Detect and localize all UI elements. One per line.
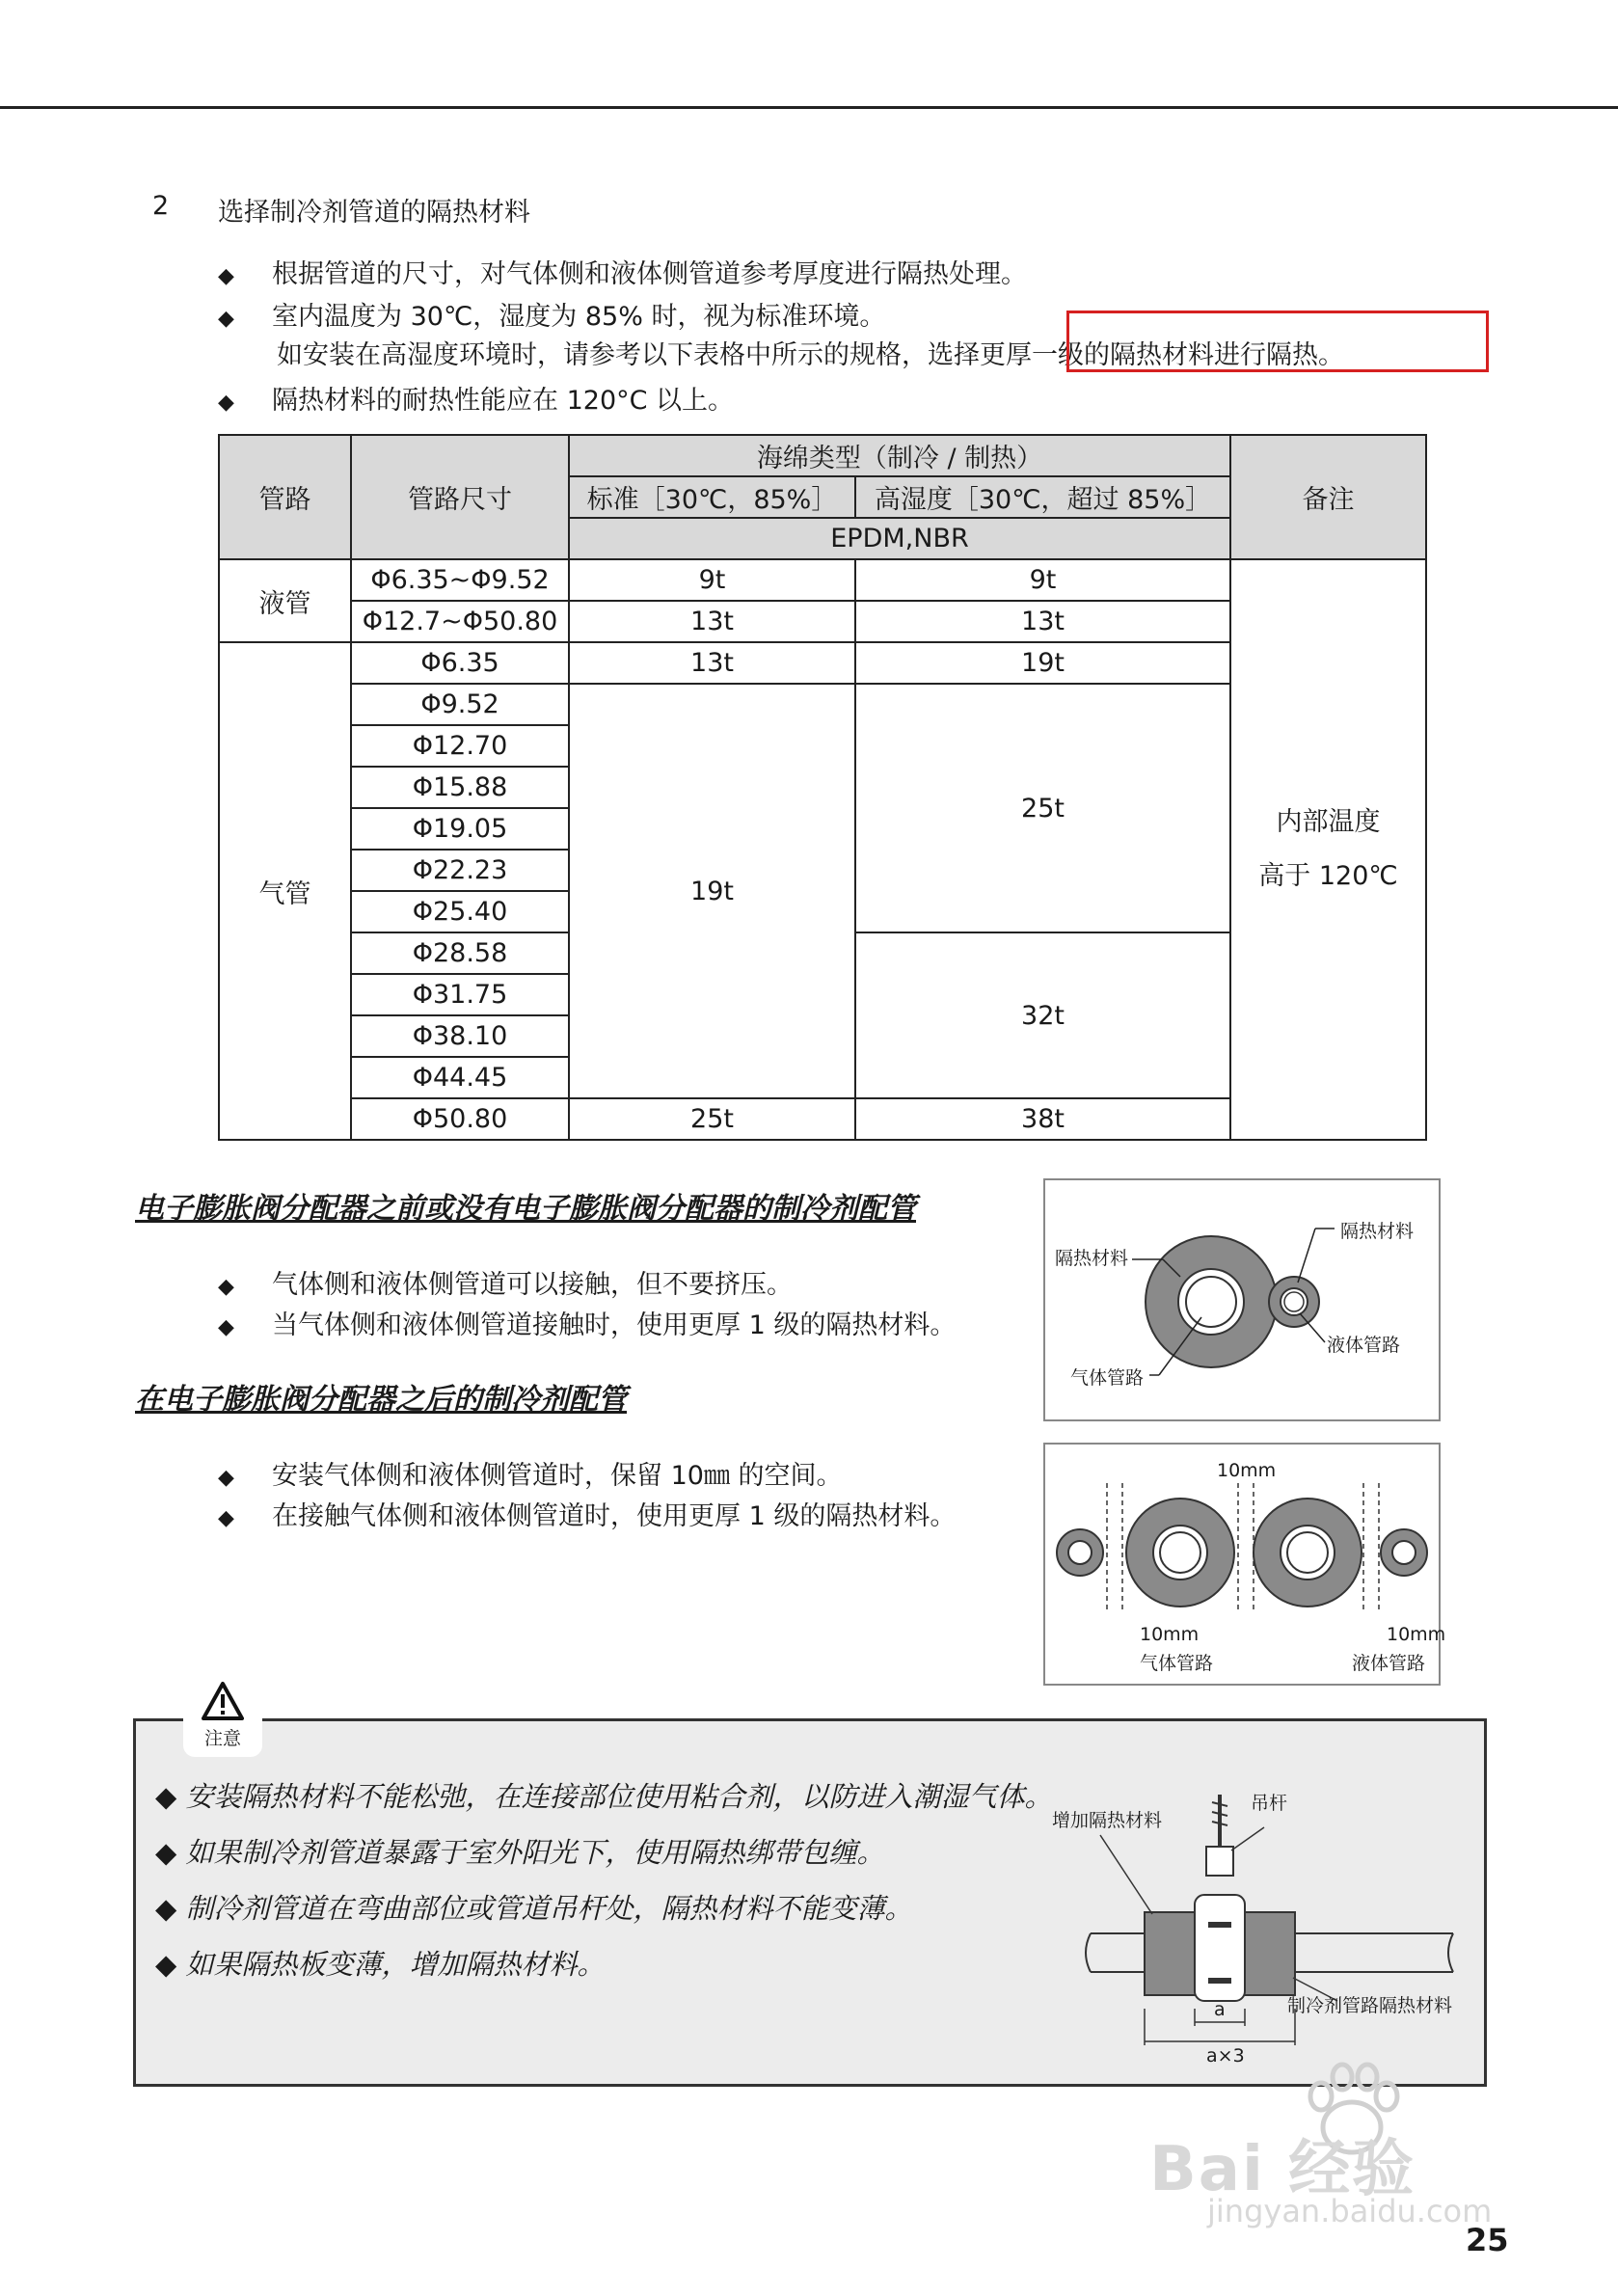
bullet-item: ◆ 在接触气体侧和液体侧管道时，使用更厚 1 级的隔热材料。 [218, 1501, 957, 1531]
diamond-icon: ◆ [155, 1780, 186, 1813]
label-insulation: 隔热材料 [1340, 1221, 1415, 1242]
caution-box [133, 1718, 1487, 2087]
table-row [219, 559, 1426, 601]
label-liquid-pipe: 液体管路 [1327, 1335, 1401, 1356]
size-cell: Φ25.40 [351, 891, 569, 932]
size-cell: Φ19.05 [351, 808, 569, 850]
caution-label: 注意 [203, 1728, 241, 1749]
size-cell: Φ6.35~Φ9.52 [351, 559, 569, 601]
bullet-item: ◆ 气体侧和液体侧管道可以接触，但不要挤压。 [218, 1270, 793, 1300]
size-cell: Φ9.52 [351, 684, 569, 725]
diamond-icon: ◆ [155, 1836, 186, 1869]
size-cell: Φ12.70 [351, 725, 569, 767]
header-rule [0, 106, 1618, 109]
caution-item: ◆ 如果制冷剂管道暴露于室外阳光下，使用隔热绑带包缠。 [155, 1836, 885, 1869]
warning-triangle-icon [202, 1682, 244, 1720]
label-gas-pipe: 气体管路 [1140, 1653, 1214, 1674]
figure-pipes-spacing [1043, 1443, 1446, 1686]
label-dim-a: a [1214, 1999, 1226, 2020]
page-number: 25 [1466, 2222, 1509, 2258]
header-sponge-type: 海绵类型（制冷 / 制热） [569, 435, 1230, 476]
insulation-spec-table [218, 434, 1427, 1141]
watermark [1149, 2060, 1554, 2233]
subsection-title: 电子膨胀阀分配器之前或没有电子膨胀阀分配器的制冷剂配管 [135, 1192, 916, 1226]
high-humidity-cell: 13t [855, 601, 1230, 642]
header-remarks: 备注 [1230, 435, 1426, 559]
label-liquid-pipe: 液体管路 [1352, 1653, 1426, 1674]
header-high-humidity: 高湿度［30℃，超过 85%］ [855, 476, 1230, 518]
standard-cell-merged: 19t [569, 684, 855, 1098]
label-pipe-insulation: 制冷剂管路隔热材料 [1287, 1995, 1453, 2016]
diamond-icon: ◆ [218, 307, 234, 331]
size-cell: Φ28.58 [351, 932, 569, 974]
high-humidity-cell: 38t [855, 1098, 1230, 1140]
remarks-cell [1230, 559, 1426, 1140]
label-gap: 10mm [1140, 1624, 1200, 1645]
subsection-title: 在电子膨胀阀分配器之后的制冷剂配管 [135, 1383, 627, 1417]
caution-item: ◆ 制冷剂管道在弯曲部位或管道吊杆处，隔热材料不能变薄。 [155, 1892, 913, 1925]
header-size: 管路尺寸 [351, 435, 569, 559]
size-cell: Φ22.23 [351, 850, 569, 891]
label-hanger: 吊杆 [1251, 1793, 1288, 1814]
section-title: 选择制冷剂管道的隔热材料 [218, 198, 530, 228]
bullet-item: ◆ 室内温度为 30℃，湿度为 85% 时，视为标准环境。 [218, 302, 886, 332]
header-standard: 标准［30℃，85%］ [569, 476, 855, 518]
caution-tab [183, 1676, 262, 1757]
label-gap: 10mm [1217, 1460, 1277, 1481]
standard-cell: 9t [569, 559, 855, 601]
pipe-label-liquid: 液管 [219, 559, 351, 642]
diamond-icon: ◆ [218, 1275, 234, 1299]
high-humidity-cell: 19t [855, 642, 1230, 684]
label-insulation: 隔热材料 [1055, 1248, 1129, 1269]
section-number: 2 [152, 191, 170, 221]
highlight-box [1066, 311, 1489, 372]
remarks-line: 内部温度 [1276, 807, 1381, 837]
watermark-url: jingyan.baidu.com [1207, 2193, 1493, 2229]
size-cell: Φ6.35 [351, 642, 569, 684]
standard-cell: 13t [569, 601, 855, 642]
label-gas-pipe: 气体管路 [1070, 1367, 1145, 1389]
label-add-insulation: 增加隔热材料 [1052, 1810, 1163, 1831]
watermark-brand: Bai 经验 [1149, 2134, 1416, 2205]
standard-cell: 13t [569, 642, 855, 684]
header-pipe: 管路 [219, 435, 351, 559]
size-cell: Φ50.80 [351, 1098, 569, 1140]
diamond-icon: ◆ [218, 391, 234, 415]
high-humidity-cell: 9t [855, 559, 1230, 601]
bullet-item: ◆ 安装气体侧和液体侧管道时，保留 10㎜ 的空间。 [218, 1461, 843, 1491]
high-humidity-cell-merged: 32t [855, 932, 1230, 1098]
size-cell: Φ15.88 [351, 767, 569, 808]
label-dim-3a: a×3 [1206, 2045, 1245, 2066]
diamond-icon: ◆ [218, 1466, 234, 1490]
bullet-item: ◆ 根据管道的尺寸，对气体侧和液体侧管道参考厚度进行隔热处理。 [218, 259, 1027, 289]
diamond-icon: ◆ [155, 1892, 186, 1925]
header-material: EPDM,NBR [569, 518, 1230, 559]
bullet-item: ◆ 当气体侧和液体侧管道接触时，使用更厚 1 级的隔热材料。 [218, 1310, 957, 1340]
caution-item: ◆ 如果隔热板变薄，增加隔热材料。 [155, 1948, 606, 1981]
high-humidity-cell-merged: 25t [855, 684, 1230, 932]
standard-cell: 25t [569, 1098, 855, 1140]
size-cell: Φ38.10 [351, 1015, 569, 1057]
remarks-line: 高于 120℃ [1258, 861, 1398, 891]
diamond-icon: ◆ [218, 1315, 234, 1339]
caution-item: ◆ 安装隔热材料不能松弛，在连接部位使用粘合剂，以防进入潮湿气体。 [155, 1780, 1053, 1813]
size-cell: Φ44.45 [351, 1057, 569, 1098]
diamond-icon: ◆ [155, 1948, 186, 1981]
hanger-figure [1052, 1789, 1476, 2078]
bullet-continuation: 如安装在高湿度环境时，请参考以下表格中所示的规格，选择更厚一级的隔热材料进行隔热。 [277, 340, 1344, 370]
pipe-label-gas: 气管 [219, 642, 351, 1140]
hanger-diagram [1052, 1789, 1476, 2078]
bullet-item: ◆ 隔热材料的耐热性能应在 120°C 以上。 [218, 386, 735, 416]
size-cell: Φ31.75 [351, 974, 569, 1015]
diamond-icon: ◆ [218, 1506, 234, 1530]
diamond-icon: ◆ [218, 264, 234, 288]
size-cell: Φ12.7~Φ50.80 [351, 601, 569, 642]
label-gap: 10mm [1387, 1624, 1446, 1645]
figure-pipes-contact [1043, 1178, 1441, 1421]
